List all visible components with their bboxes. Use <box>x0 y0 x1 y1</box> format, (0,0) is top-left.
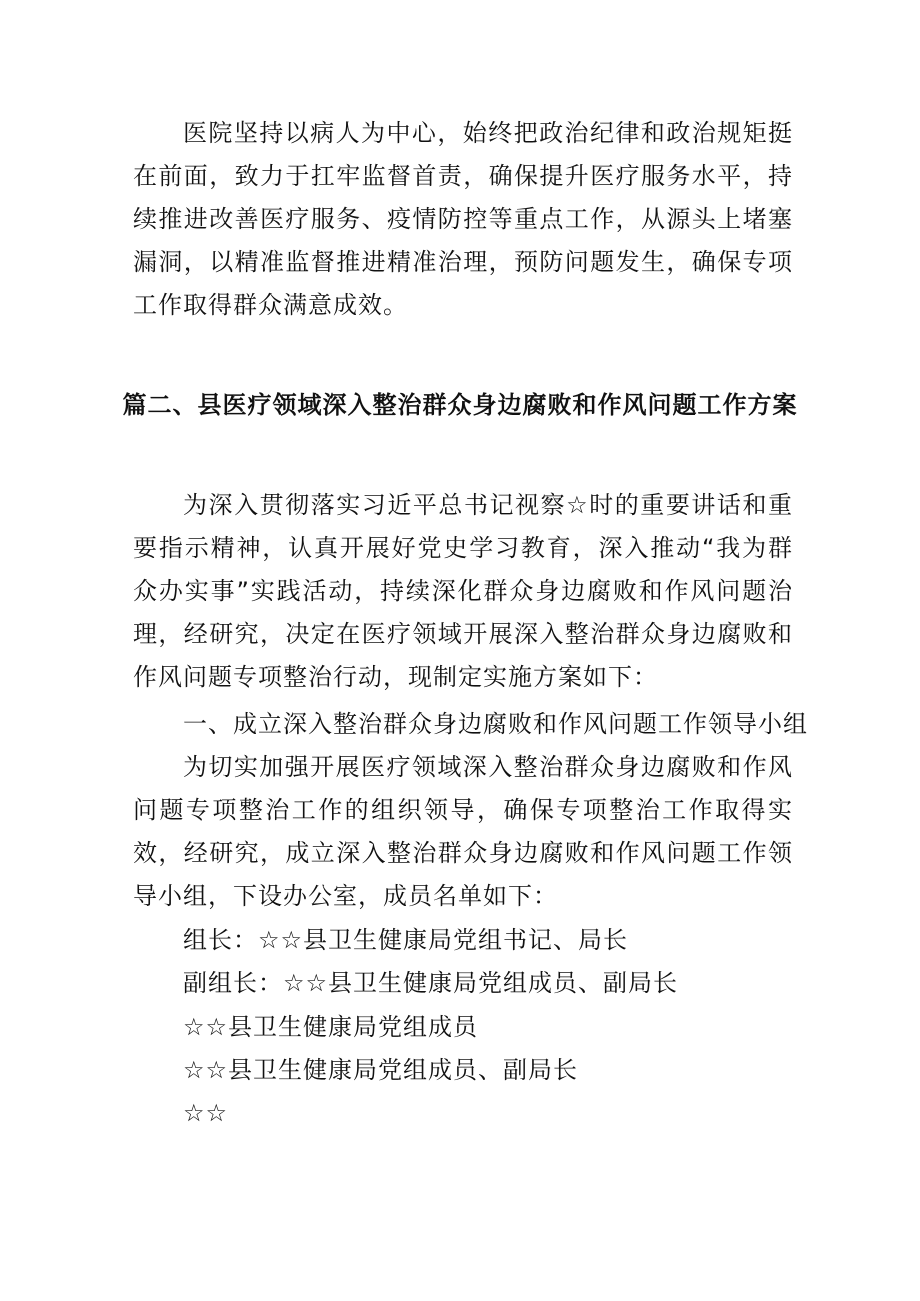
member-line: 组长：☆☆县卫生健康局党组书记、局长 <box>183 926 629 954</box>
member-line: ☆☆ <box>183 1099 229 1127</box>
item-heading: 一、成立深入整治群众身边腐败和作风问题工作领导小组 <box>183 710 808 738</box>
intro-paragraph: 医院坚持以病人为中心，始终把政治纪律和政治规矩挺在前面，致力于扛牢监督首责，确保提升医疗服务水平，持续推进改善医疗服务、疫情防控等重点工作，从源头上堵塞漏洞，以精准监督推进精准治理，预防问题发生，确保专项工作取得群众满意成效。 <box>133 119 793 319</box>
section-title: 篇二、县医疗领域深入整治群众身边腐败和作风问题工作方案 <box>122 391 798 419</box>
member-line: 副组长：☆☆县卫生健康局党组成员、副局长 <box>183 969 679 997</box>
leadership-paragraph: 为切实加强开展医疗领域深入整治群众身边腐败和作风问题专项整治工作的组织领导，确保专项整治工作取得实效，经研究，成立深入整治群众身边腐败和作风问题工作领导小组，下设办公室，成员名单如下： <box>133 753 793 910</box>
purpose-paragraph: 为深入贯彻落实习近平总书记视察☆时的重要讲话和重要指示精神，认真开展好党史学习教育，深入推动“我为群众办实事”实践活动，持续深化群众身边腐败和作风问题治理，经研究，决定在医疗领域开展深入整治群众身边腐败和作风问题专项整治行动，现制定实施方案如下： <box>133 491 793 691</box>
member-line: ☆☆县卫生健康局党组成员、副局长 <box>183 1056 579 1084</box>
member-line: ☆☆县卫生健康局党组成员 <box>183 1013 479 1041</box>
